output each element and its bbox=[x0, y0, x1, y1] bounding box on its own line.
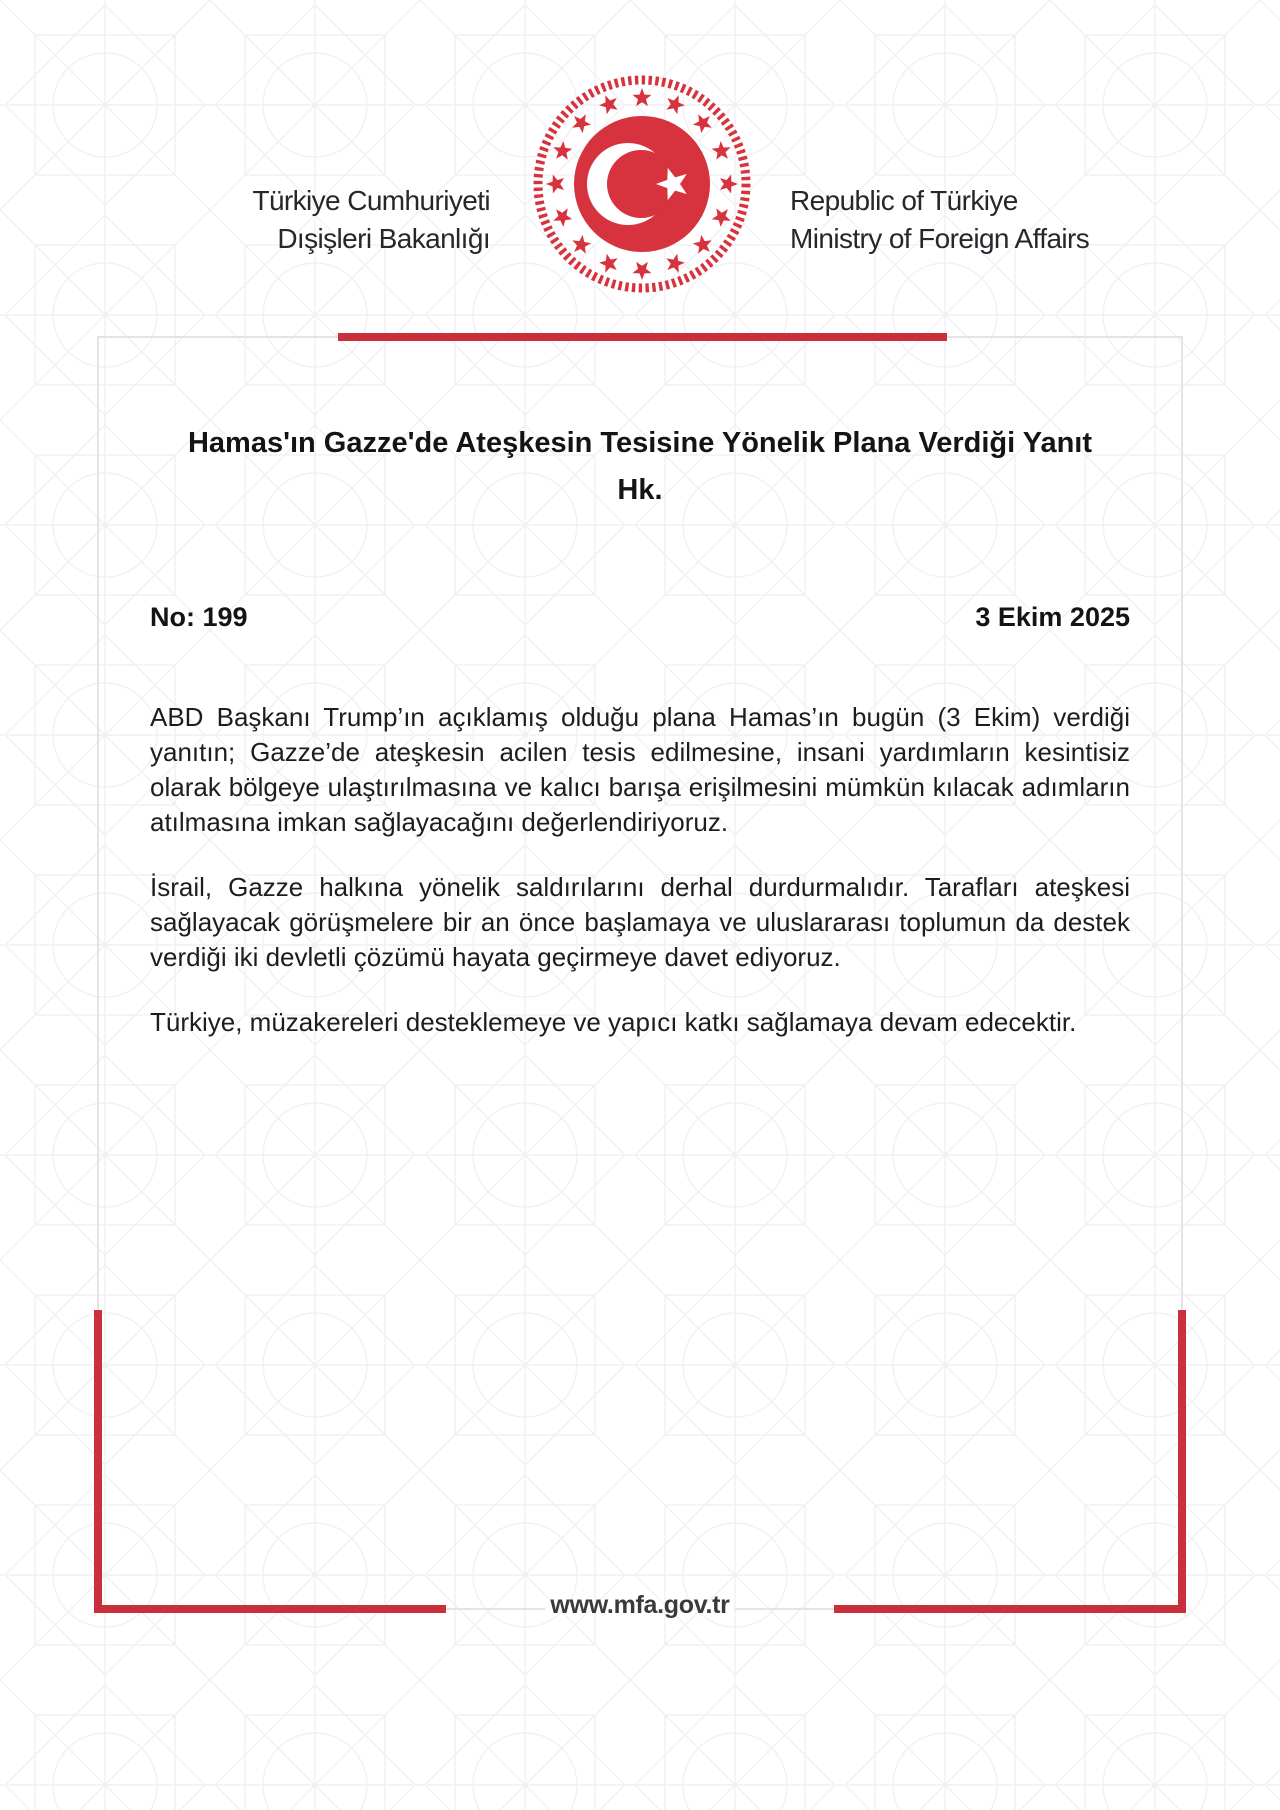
press-release-body bbox=[150, 700, 1130, 1070]
ministry-name-tr-line2: Dışişleri Bakanlığı bbox=[277, 223, 490, 254]
body-paragraph-3: Türkiye, müzakereleri desteklemeye ve yapıcı katkı sağlamaya devam edecektir. bbox=[150, 1007, 1077, 1037]
ministry-name-english bbox=[790, 182, 1089, 258]
meta-row bbox=[150, 602, 1130, 633]
document-date: 3 Ekim 2025 bbox=[975, 602, 1130, 632]
body-paragraph-1: ABD Başkanı Trump’ın açıklamış olduğu plana Hamas’ın bugün (3 Ekim) verdiği yanıtın; Gazze’de ateşkesin acilen tesis edilmesine, insani yardımların kesintisiz olarak bölgeye ulaştırılmasına ve kalıcı barışa erişilmesini mümkün kılacak adımların atılmasına imkan sağlayacağını değerlendiriyoruz. bbox=[150, 702, 1130, 837]
ministry-name-turkish bbox=[252, 182, 490, 258]
bottom-left-corner-accent-horizontal bbox=[94, 1605, 446, 1613]
body-paragraph-2: İsrail, Gazze halkına yönelik saldırılarını derhal durdurmalıdır. Tarafları ateşkesi sağlayacak görüşmelere bir an önce başlamaya ve uluslararası toplumun da destek verdiği iki devletli çözümü hayata geçirmeye davet ediyoruz. bbox=[150, 872, 1130, 972]
bottom-left-corner-accent-vertical bbox=[94, 1310, 102, 1613]
ministry-name-en-line2: Ministry of Foreign Affairs bbox=[790, 223, 1090, 254]
mfa-emblem bbox=[528, 70, 756, 298]
press-release-title bbox=[140, 420, 1140, 514]
turkiye-emblem-icon bbox=[528, 70, 756, 298]
bottom-right-corner-accent-vertical bbox=[1178, 1310, 1186, 1613]
title-line-1: Hamas'ın Gazze'de Ateşkesin Tesisine Yönelik Plana Verdiği Yanıt bbox=[187, 427, 1093, 459]
ministry-name-en-line1: Republic of Türkiye bbox=[790, 185, 1018, 216]
header-divider-red-line bbox=[338, 333, 947, 341]
document-number: No: 199 bbox=[150, 602, 248, 632]
bottom-right-corner-accent-horizontal bbox=[834, 1605, 1186, 1613]
title-line-2: Hk. bbox=[617, 474, 663, 506]
ministry-name-tr-line1: Türkiye Cumhuriyeti bbox=[252, 185, 490, 216]
footer-website: www.mfa.gov.tr bbox=[550, 1591, 730, 1619]
